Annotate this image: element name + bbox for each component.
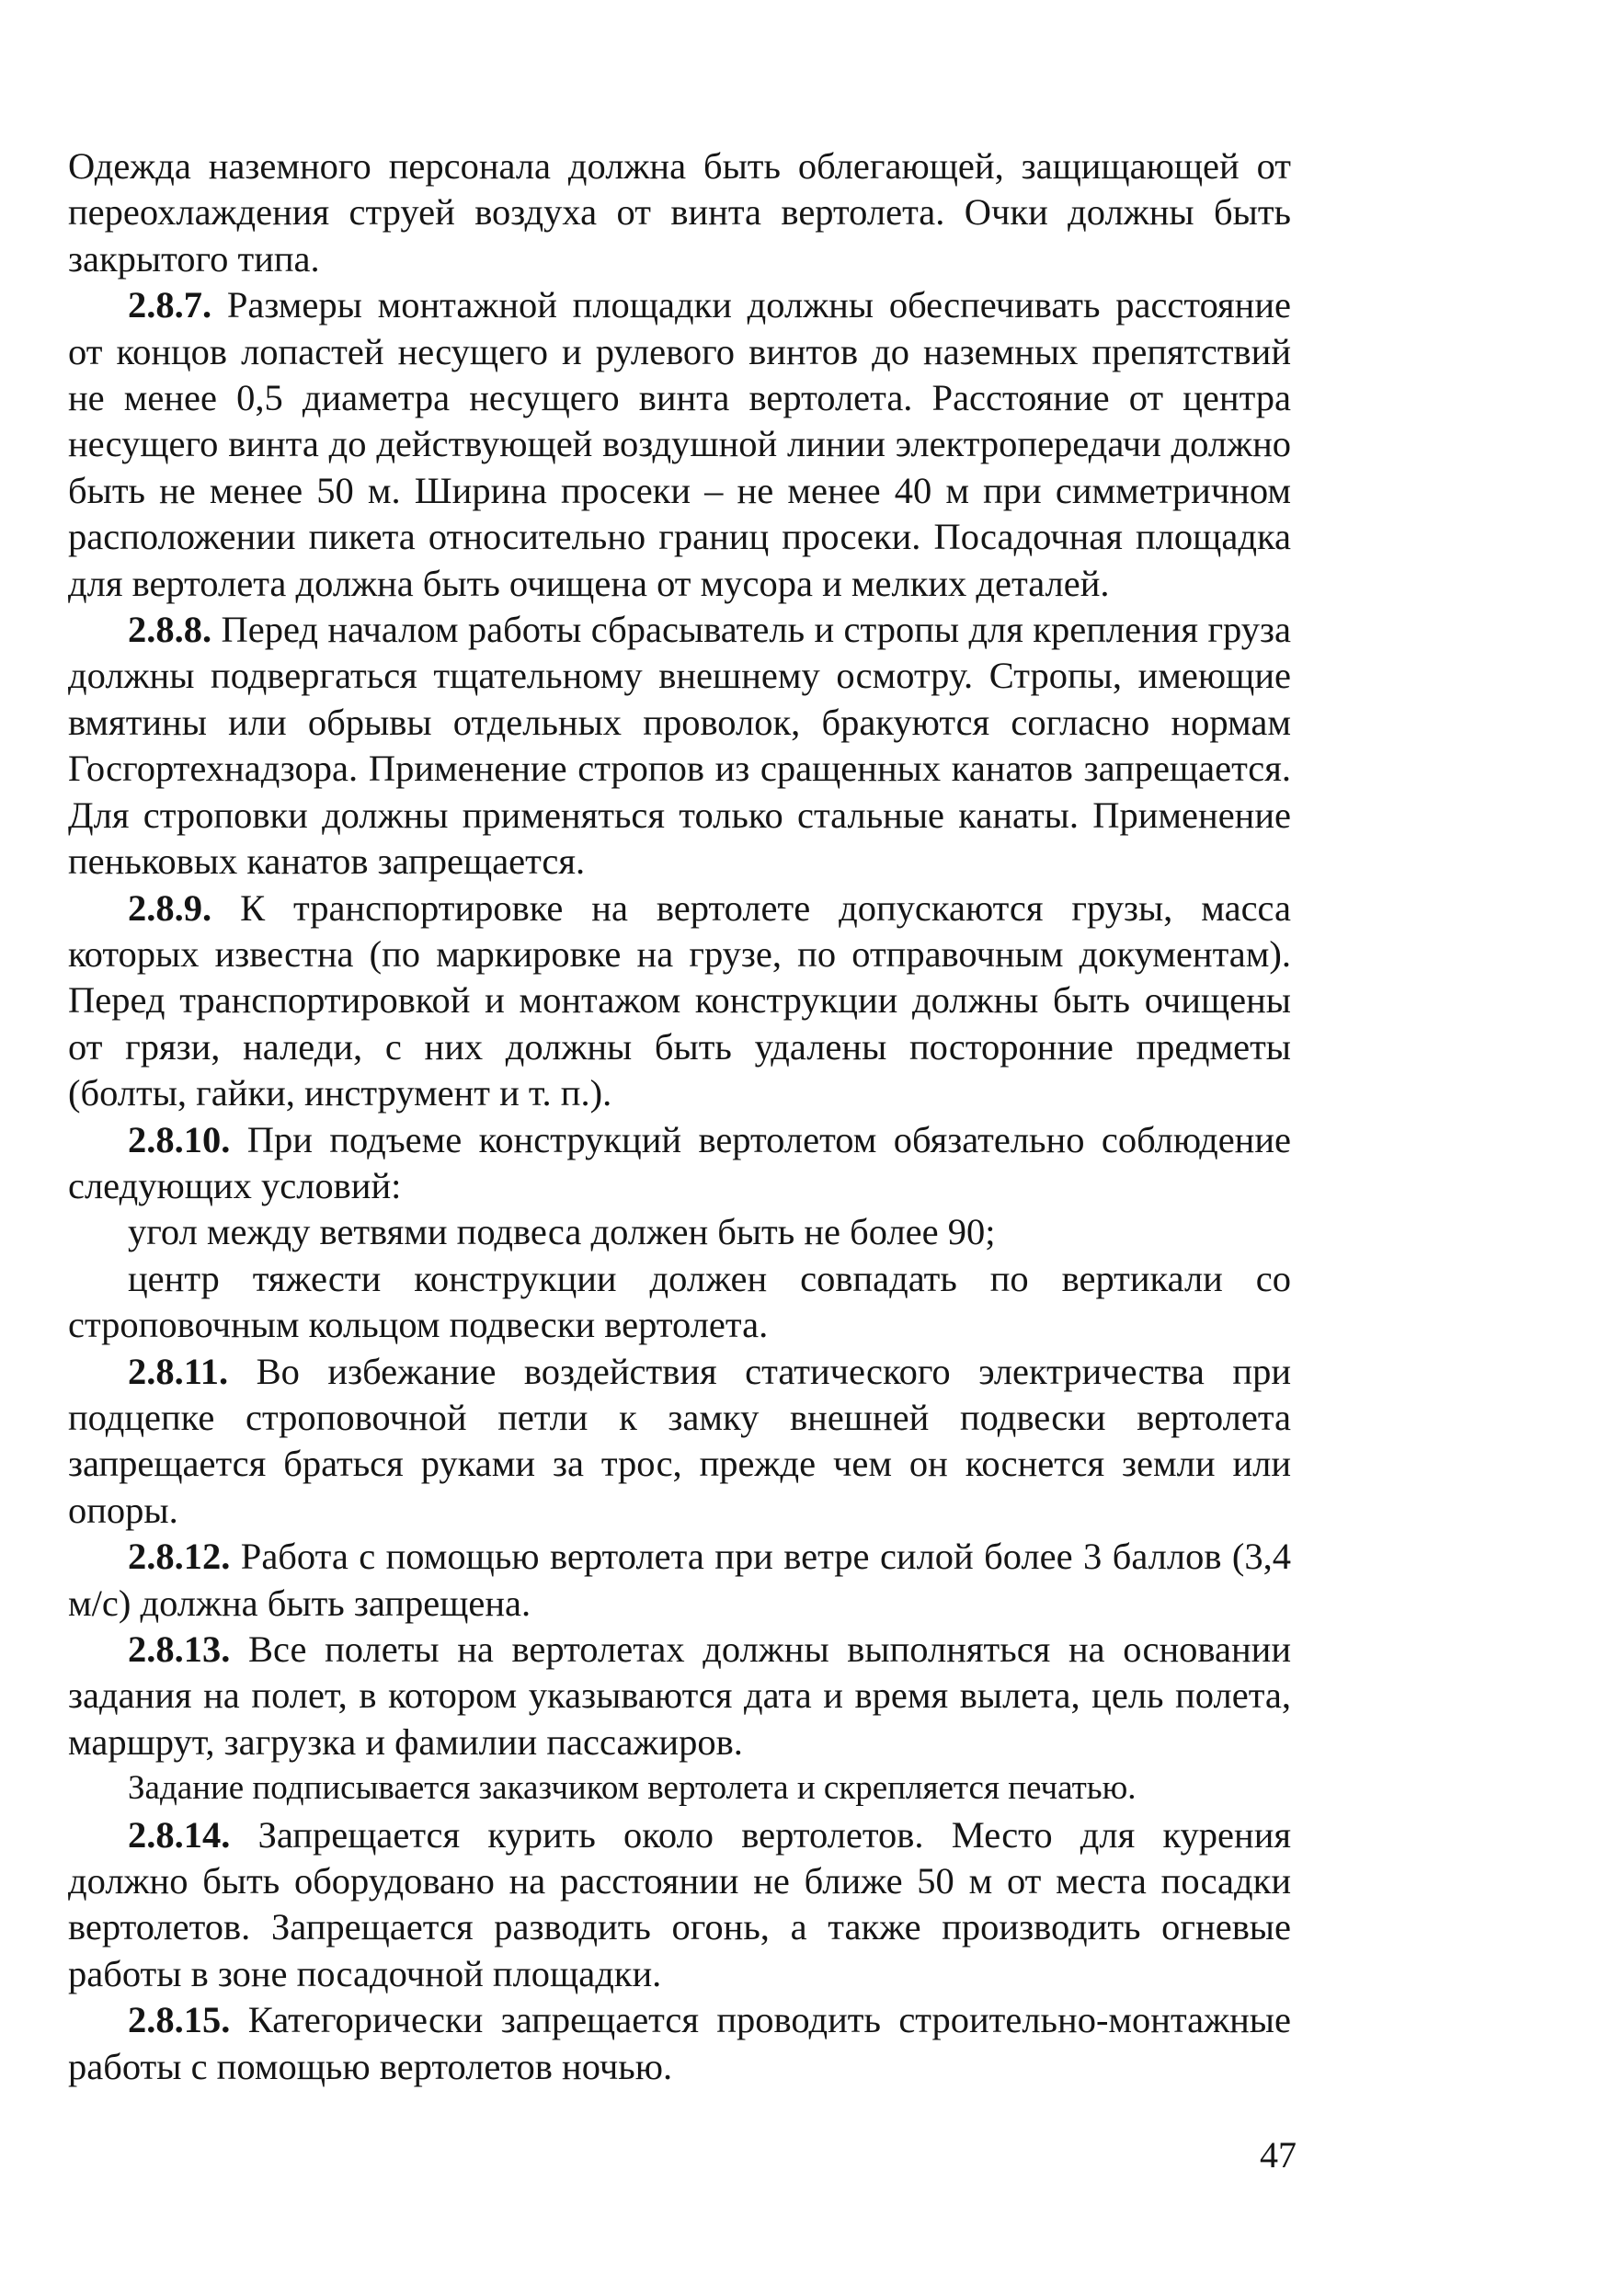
paragraph-text: Во избежание воздействия статического электричества при подцепке строповочной петли к замку внешней подвески вертолета запрещается браться руками за трос, прежде чем он коснется земли или опоры. [68, 1350, 1291, 1531]
paragraph-2-8-13 [68, 1627, 1291, 1765]
paragraph-signature-note [68, 1765, 1291, 1811]
paragraph-text: Задание подписывается заказчиком вертолета и скрепляется печатью. [128, 1769, 1137, 1808]
paragraph-2-8-9 [68, 885, 1291, 1117]
paragraph-text: При подъеме конструкций вертолетом обязательно соблюдение следующих условий: [68, 1118, 1291, 1206]
paragraph-continuation [68, 143, 1291, 282]
paragraph-text: Все полеты на вертолетах должны выполняться на основании задания на полет, в котором указываются дата и время вылета, цель полета, маршрут, загрузка и фамилии пассажиров. [68, 1628, 1291, 1763]
paragraph-2-8-11 [68, 1349, 1291, 1535]
clause-number: 2.8.9. [128, 886, 212, 929]
paragraph-2-8-10 [68, 1117, 1291, 1210]
paragraph-text: Перед началом работы сбрасыватель и стропы для крепления груза должны подвергаться тщательному внешнему осмотру. Стропы, имеющие вмятины или обрывы отдельных проволок, бракуются согласно нормам Госгортехнадзора. Применение стропов из сращенных канатов запрещается. Для строповки должны применяться только стальные канаты. Применение пеньковых канатов запрещается. [68, 609, 1291, 883]
clause-number: 2.8.11. [128, 1350, 229, 1392]
paragraph-2-8-12 [68, 1534, 1291, 1627]
paragraph-text: Одежда наземного персонала должна быть облегающей, защищающей от переохлаждения струей воздуха от винта вертолета. Очки должны быть закрытого типа. [68, 145, 1291, 280]
paragraph-2-8-7 [68, 282, 1291, 607]
clause-number: 2.8.13. [128, 1628, 231, 1670]
clause-number: 2.8.10. [128, 1118, 231, 1160]
clause-number: 2.8.15. [128, 1999, 231, 2041]
clause-number: 2.8.14. [128, 1813, 231, 1856]
paragraph-2-8-15 [68, 1997, 1291, 2090]
paragraph-text: К транспортировке на вертолете допускаются грузы, масса которых известна (по маркировке на грузе, по отправочным документам). Перед транспортировкой и монтажом конструкции должны быть очищены от грязи, наледи, с них должны быть удалены посторонние предметы (болты, гайки, инструмент и т. п.). [68, 886, 1291, 1114]
paragraph-2-8-14 [68, 1812, 1291, 1998]
clause-number: 2.8.7. [128, 284, 212, 326]
paragraph-text: Категорически запрещается проводить строительно-монтажные работы с помощью вертолетов ночью. [68, 1999, 1291, 2087]
paragraph-text: Запрещается курить около вертолетов. Место для курения должно быть оборудовано на расстоянии не ближе 50 м от места посадки вертолетов. Запрещается разводить огонь, а также производить огневые работы в зоне посадочной площадки. [68, 1813, 1291, 1994]
page-body [68, 143, 1291, 2090]
paragraph-text: угол между ветвями подвеса должен быть не более 90; [128, 1211, 996, 1253]
paragraph-2-8-8 [68, 607, 1291, 885]
paragraph-text: Размеры монтажной площадки должны обеспечивать расстояние от концов лопастей несущего и рулевого винтов до наземных препятствий не менее 0,5 диаметра несущего винта вертолета. Расстояние от центра несущего винта до действующей воздушной линии электропередачи должно быть не менее 50 м. Ширина просеки – не менее 40 м при симметричном расположении пикета относительно границ просеки. Посадочная площадка для вертолета должна быть очищена от мусора и мелких деталей. [68, 284, 1291, 604]
clause-number: 2.8.8. [128, 609, 212, 651]
clause-number: 2.8.12. [128, 1536, 231, 1578]
page-number: 47 [1260, 2134, 1297, 2176]
paragraph-text: Работа с помощью вертолета при ветре силой более 3 баллов (3,4 м/с) должна быть запрещена. [68, 1536, 1291, 1624]
condition-item-angle [68, 1209, 1291, 1255]
paragraph-text: центр тяжести конструкции должен совпадать по вертикали со строповочным кольцом подвески вертолета. [68, 1257, 1291, 1346]
condition-item-center [68, 1256, 1291, 1349]
